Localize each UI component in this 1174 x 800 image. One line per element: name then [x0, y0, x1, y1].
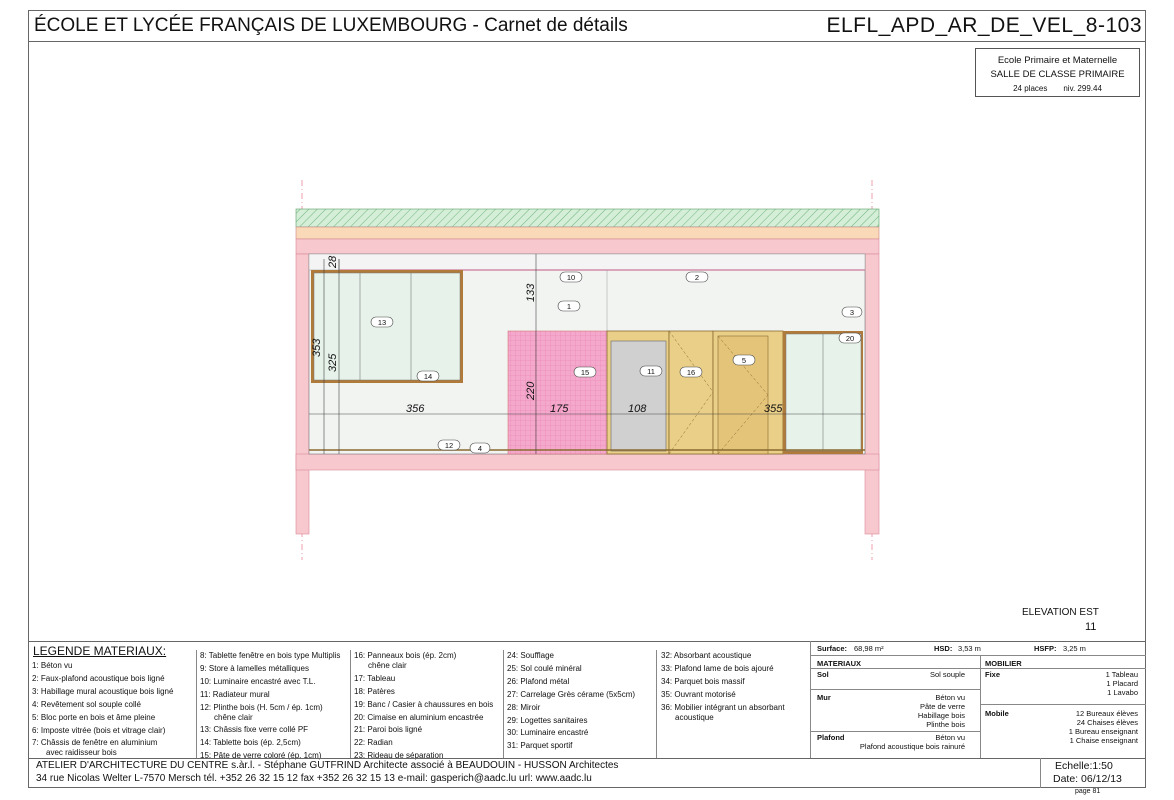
legend-item: 12: Plinthe bois (H. 5cm / ép. 1cm): [200, 702, 323, 712]
tag-2: 2: [694, 273, 700, 282]
roof-green-layer: [296, 209, 879, 227]
room-line2: SALLE DE CLASSE PRIMAIRE: [990, 69, 1125, 80]
room-line1: Ecole Primaire et Maternelle: [997, 55, 1118, 66]
mur-values: Béton vu Pâte de verre Habillage bois Plinthe bois: [917, 693, 965, 729]
tag-11: 11: [647, 367, 655, 376]
hsd-label: HSD:: [934, 644, 953, 653]
dim-175: 175: [550, 403, 569, 415]
legend-item: 1: Béton vu: [32, 661, 73, 670]
hsfp-label: HSFP:: [1034, 644, 1057, 653]
materiaux-header: MATERIAUX: [817, 659, 862, 668]
address-line: 34 rue Nicolas Welter L-7570 Mersch tél. +352 26 32 15 12 fax +352 26 32 15 13 e-mail: gasperich@aadc.lu url: www.aadc.lu: [36, 773, 592, 784]
legend-item: 8: Tablette fenêtre en bois type Multiplis: [200, 651, 341, 660]
dim-108: 108: [628, 403, 647, 415]
legend-item: 28: Miroir: [507, 702, 541, 712]
legend-item: 35: Ouvrant motorisé: [661, 689, 736, 699]
tag-3: 3: [849, 308, 855, 317]
legend-item: 24: Soufflage: [507, 651, 555, 660]
dim-133: 133: [525, 283, 537, 302]
roof-slab: [296, 239, 879, 254]
legend-item: 3: Habillage mural acoustique bois ligné: [32, 686, 174, 696]
legend-item: 25: Sol coulé minéral: [507, 663, 582, 673]
dim-353: 353: [311, 338, 323, 357]
roof-insulation: [296, 227, 879, 239]
legend-separator: [503, 650, 504, 758]
legend-separator: [196, 650, 197, 758]
legend-item: 9: Store à lamelles métalliques: [200, 663, 309, 673]
page-number: page 81: [1075, 788, 1101, 795]
fixe-label: Fixe: [985, 670, 1001, 679]
legend-item: avec raidisseur bois: [46, 748, 117, 758]
legend-item: 29: Logettes sanitaires: [507, 715, 588, 725]
legend-item: 32: Absorbant acoustique: [661, 651, 752, 660]
mobile-label: Mobile: [985, 709, 1009, 718]
legend-item: 7: Châssis de fenêtre en aluminium: [32, 738, 158, 748]
legend-item: 21: Paroi bois ligné: [354, 725, 423, 735]
surface-label: Surface:: [817, 644, 848, 653]
ceiling-band: [309, 254, 865, 270]
legend-item: 23: Rideau de séparation: [354, 751, 444, 761]
dim-325: 325: [327, 353, 339, 372]
legend-item: chêne clair: [214, 712, 253, 722]
legend-item: 22: Radian: [354, 738, 393, 748]
legend-item: acoustique: [675, 712, 714, 722]
legend-col-1: [32, 660, 173, 760]
legend-item: 20: Cimaise en aluminium encastrée: [354, 712, 484, 722]
hsd-value: 3,53 m: [958, 644, 981, 653]
tag-4: 4: [477, 444, 483, 453]
dim-220: 220: [525, 381, 537, 400]
tag-10: 10: [566, 273, 576, 282]
legend-item: 17: Tableau: [354, 673, 396, 683]
sol-value: Sol souple: [929, 670, 965, 679]
atelier-line: ATELIER D'ARCHITECTURE DU CENTRE s.àr.l. - Stéphane GUTFRIND Architecte associé à BEAUDOUIN - HUSSON Architectes: [36, 760, 619, 771]
mobilier-header: MOBILIER: [985, 659, 1022, 668]
sheet-title: ÉCOLE ET LYCÉE FRANÇAIS DE LUXEMBOURG - Carnet de détails: [34, 15, 628, 36]
legend-item: 11: Radiateur mural: [200, 689, 270, 699]
legend-col-4: [507, 650, 635, 753]
legend-item: 4: Revêtement sol souple collé: [32, 699, 141, 709]
legend-item: 30: Luminaire encastré: [507, 728, 589, 738]
legend-item: 18: Patères: [354, 686, 395, 696]
hsfp-value: 3,25 m: [1063, 644, 1086, 653]
tag-1: 1: [566, 302, 572, 311]
dim-355: 355: [764, 403, 783, 415]
window-glass-right: [786, 334, 861, 451]
tag-5: 5: [741, 356, 747, 365]
elevation-label: ELEVATION EST: [1022, 607, 1099, 618]
date-label: Date: 06/12/13: [1053, 773, 1122, 785]
legend-item: 19: Banc / Casier à chaussures en bois: [354, 699, 494, 709]
elevation-number: 11: [1085, 621, 1097, 633]
fixe-values: 1 Tableau 1 Placard 1 Lavabo: [1105, 670, 1138, 697]
legend-item: 31: Parquet sportif: [507, 741, 573, 751]
legend-item: 2: Faux-plafond acoustique bois ligné: [32, 673, 165, 683]
legend-item: 10: Luminaire encastré avec T.L.: [200, 676, 316, 686]
room-places: 24 places: [1013, 84, 1048, 93]
room-info-table: [810, 641, 1146, 758]
floor-slab: [296, 454, 879, 470]
plafond-values: Béton vu Plafond acoustique bois rainuré: [859, 733, 965, 751]
legend-col-3: [354, 650, 493, 763]
sol-label: Sol: [817, 670, 829, 679]
tag-12: 12: [444, 441, 454, 450]
legend-item: 6: Imposte vitrée (bois et vitrage clair): [32, 725, 166, 735]
scale-label: Echelle:1:50: [1055, 760, 1113, 772]
right-column: [865, 254, 879, 534]
surface-value: 68,98 m²: [854, 644, 884, 653]
legend-item: 33: Plafond lame de bois ajouré: [661, 663, 774, 673]
mur-label: Mur: [817, 693, 831, 702]
sheet-code: ELFL_APD_AR_DE_VEL_8-103: [826, 14, 1142, 37]
legend-col-2: [200, 650, 340, 763]
mosaic-panel: [508, 331, 607, 454]
left-column: [296, 254, 309, 534]
legend-item: 13: Châssis fixe verre collé PF: [200, 725, 309, 735]
legend-item: 34: Parquet bois massif: [661, 676, 745, 686]
mobile-values: 12 Bureaux élèves 24 Chaises élèves 1 Bureau enseignant 1 Chaise enseignant: [1068, 709, 1138, 745]
legend-item: chêne clair: [368, 660, 407, 670]
dim-28: 28: [327, 255, 339, 268]
legend-item: 16: Panneaux bois (ép. 2cm): [354, 651, 457, 660]
legend-title: LEGENDE MATERIAUX:: [33, 644, 167, 658]
tag-15: 15: [580, 368, 590, 377]
room-level: niv. 299.44: [1063, 84, 1102, 93]
legend-item: 14: Tablette bois (ép. 2,5cm): [200, 738, 301, 748]
legend-separator: [350, 650, 351, 758]
legend-item: 5: Bloc porte en bois et âme pleine: [32, 712, 156, 722]
legend-item: 36: Mobilier intégrant un absorbant: [661, 702, 785, 712]
legend-separator: [656, 650, 657, 758]
plafond-label: Plafond: [817, 733, 845, 742]
tag-16: 16: [686, 368, 696, 377]
legend-item: 27: Carrelage Grès cérame (5x5cm): [507, 689, 636, 699]
legend-item: 15: Pâte de verre coloré (ép. 1cm): [200, 751, 322, 761]
legend-item: 26: Plafond métal: [507, 676, 570, 686]
footer-divider: [28, 758, 1146, 759]
dim-356: 356: [406, 403, 425, 415]
mirror-panel: [611, 341, 666, 451]
tag-14: 14: [423, 372, 433, 381]
tag-13: 13: [377, 318, 387, 327]
wood-panel: [669, 331, 713, 454]
door-leaf: [718, 336, 768, 454]
tag-20: 20: [845, 334, 855, 343]
legend-col-5: [661, 650, 785, 724]
footer-separator: [1040, 758, 1041, 788]
